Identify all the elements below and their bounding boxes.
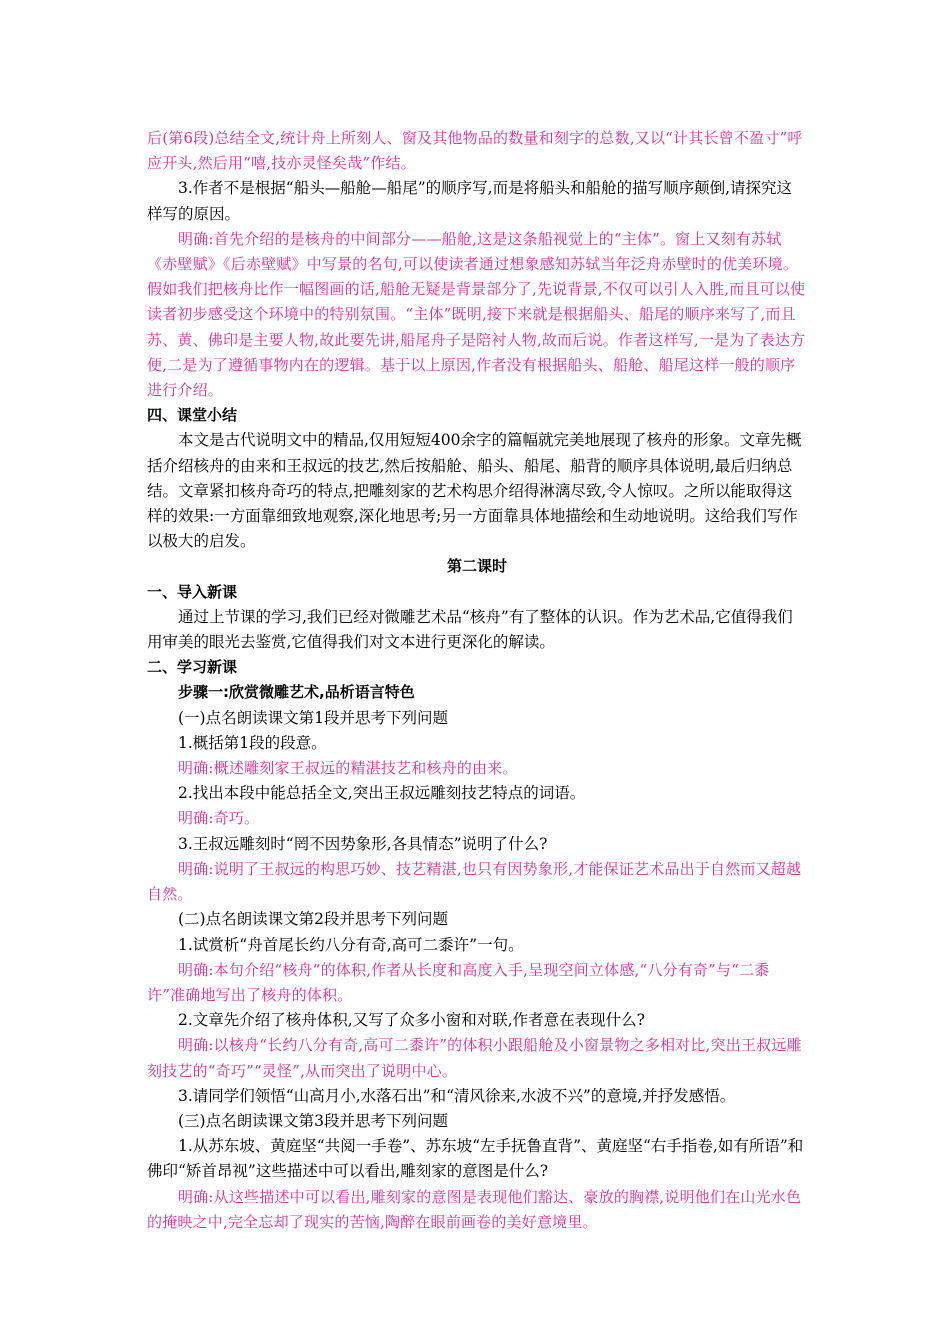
answer-paragraph: 明确:首先介绍的是核舟的中间部分——船舱,这是这条船视觉上的“主体”。窗上又刻有苏轼《赤壁赋》《后赤壁赋》中写景的名句,可以使读者通过想象感知苏轼当年泛舟赤壁时的优美环境。假如我们把核舟比作一幅图画的话,船舱无疑是背景部分了,先说背景,不仅可以引人入胜,而且可以使读者初步感受这个环境中的特别氛围。“主体”既明,接下来就是根据船头、船尾的顺序来写了,而且苏、黄、佛印是主要人物,故此要先讲,船尾舟子是陪衬人物,故而后说。作者这样写,一是为了表达方便,二是为了遵循事物内在的逻辑。基于以上原因,作者没有根据船头、船舱、船尾这样一般的顺序进行介绍。 xyxy=(147,229,806,400)
lesson-title: 第二课时 xyxy=(446,557,507,576)
answer-paragraph: 明确:从这些描述中可以看出,雕刻家的意图是表现他们豁达、豪放的胸襟,说明他们在山光水色的掩映之中,完全忘却了现实的苦恼,陶醉在眼前画卷的美好意境里。 xyxy=(147,1187,802,1231)
question-paragraph: 1.试赏析“舟首尾长约八分有奇,高可二黍许”一句。 xyxy=(178,935,524,954)
answer-paragraph: 明确:概述雕刻家王叔远的精湛技艺和核舟的由来。 xyxy=(178,759,518,778)
question-paragraph: (一)点名朗读课文第1段并思考下列问题 xyxy=(178,708,448,727)
question-paragraph: 2.文章先介绍了核舟体积,又写了众多小窗和对联,作者意在表现什么? xyxy=(178,1011,645,1030)
document-page xyxy=(147,126,807,1235)
answer-paragraph: 明确:说明了王叔远的构思巧妙、技艺精湛,也只有因势象形,才能保证艺术品出于自然而又超越自然。 xyxy=(147,859,802,904)
section-heading: 二、学习新课 xyxy=(147,658,238,677)
question-paragraph: (二)点名朗读课文第2段并思考下列问题 xyxy=(178,910,448,929)
question-paragraph: 1.从苏东坡、黄庭坚“共阅一手卷”、苏东坡“左手抚鲁直背”、黄庭坚“右手指卷,如有所语”和佛印“矫首昂视”这些描述中可以看出,雕刻家的意图是什么? xyxy=(147,1137,804,1181)
question-paragraph: 3.作者不是根据“船头—船舱—船尾”的顺序写,而是将船头和船舱的描写顺序颠倒,请探究这样写的原因。 xyxy=(147,179,792,223)
body-paragraph: 通过上节课的学习,我们已经对微雕艺术品“核舟”有了整体的认识。作为艺术品,它值得我们用审美的眼光去鉴赏,它值得我们对文本进行更深化的解读。 xyxy=(147,607,793,652)
section-heading: 四、课堂小结 xyxy=(147,406,238,425)
question-paragraph: 3.王叔远雕刻时“罔不因势象形,各具情态”说明了什么? xyxy=(178,834,548,853)
question-paragraph: (三)点名朗读课文第3段并思考下列问题 xyxy=(178,1111,448,1130)
question-paragraph: 3.请同学们领悟“山高月小,水落石出”和“清风徐来,水波不兴”的意境,并抒发感悟。 xyxy=(178,1086,736,1105)
answer-paragraph: 明确:以核舟“长约八分有奇,高可二黍许”的体积小跟船舱及小窗景物之多相对比,突出王叔远雕刻技艺的“奇巧”“灵怪”,从而突出了说明中心。 xyxy=(147,1036,802,1080)
answer-paragraph: 明确:奇巧。 xyxy=(178,809,260,828)
question-paragraph: 1.概括第1段的段意。 xyxy=(178,733,327,752)
answer-paragraph: 明确:本句介绍“核舟”的体积,作者从长度和高度入手,呈现空间立体感,“八分有奇”与“二黍许”准确地写出了核舟的体积。 xyxy=(147,960,770,1004)
step-heading: 步骤一:欣赏微雕艺术,品析语言特色 xyxy=(178,683,415,702)
answer-paragraph: 后(第6段)总结全文,统计舟上所刻人、窗及其他物品的数量和刻字的总数,又以“计其长曾不盈寸”呼应开头,然后用“嘻,技亦灵怪矣哉”作结。 xyxy=(147,129,803,173)
question-paragraph: 2.找出本段中能总括全文,突出王叔远雕刻技艺特点的词语。 xyxy=(178,784,586,803)
section-heading: 一、导入新课 xyxy=(147,582,238,601)
body-paragraph: 本文是古代说明文中的精品,仅用短短400余字的篇幅就完美地展现了核舟的形象。文章先概括介绍核舟的由来和王叔远的技艺,然后按船舱、船头、船尾、船背的顺序具体说明,最后归纳总结。文章紧扣核舟奇巧的特点,把雕刻家的艺术构思介绍得淋漓尽致,令人惊叹。之所以能取得这样的效果:一方面靠细致地观察,深化地思考;另一方面靠具体地描绘和生动地说明。这给我们写作以极大的启发。 xyxy=(147,431,802,551)
